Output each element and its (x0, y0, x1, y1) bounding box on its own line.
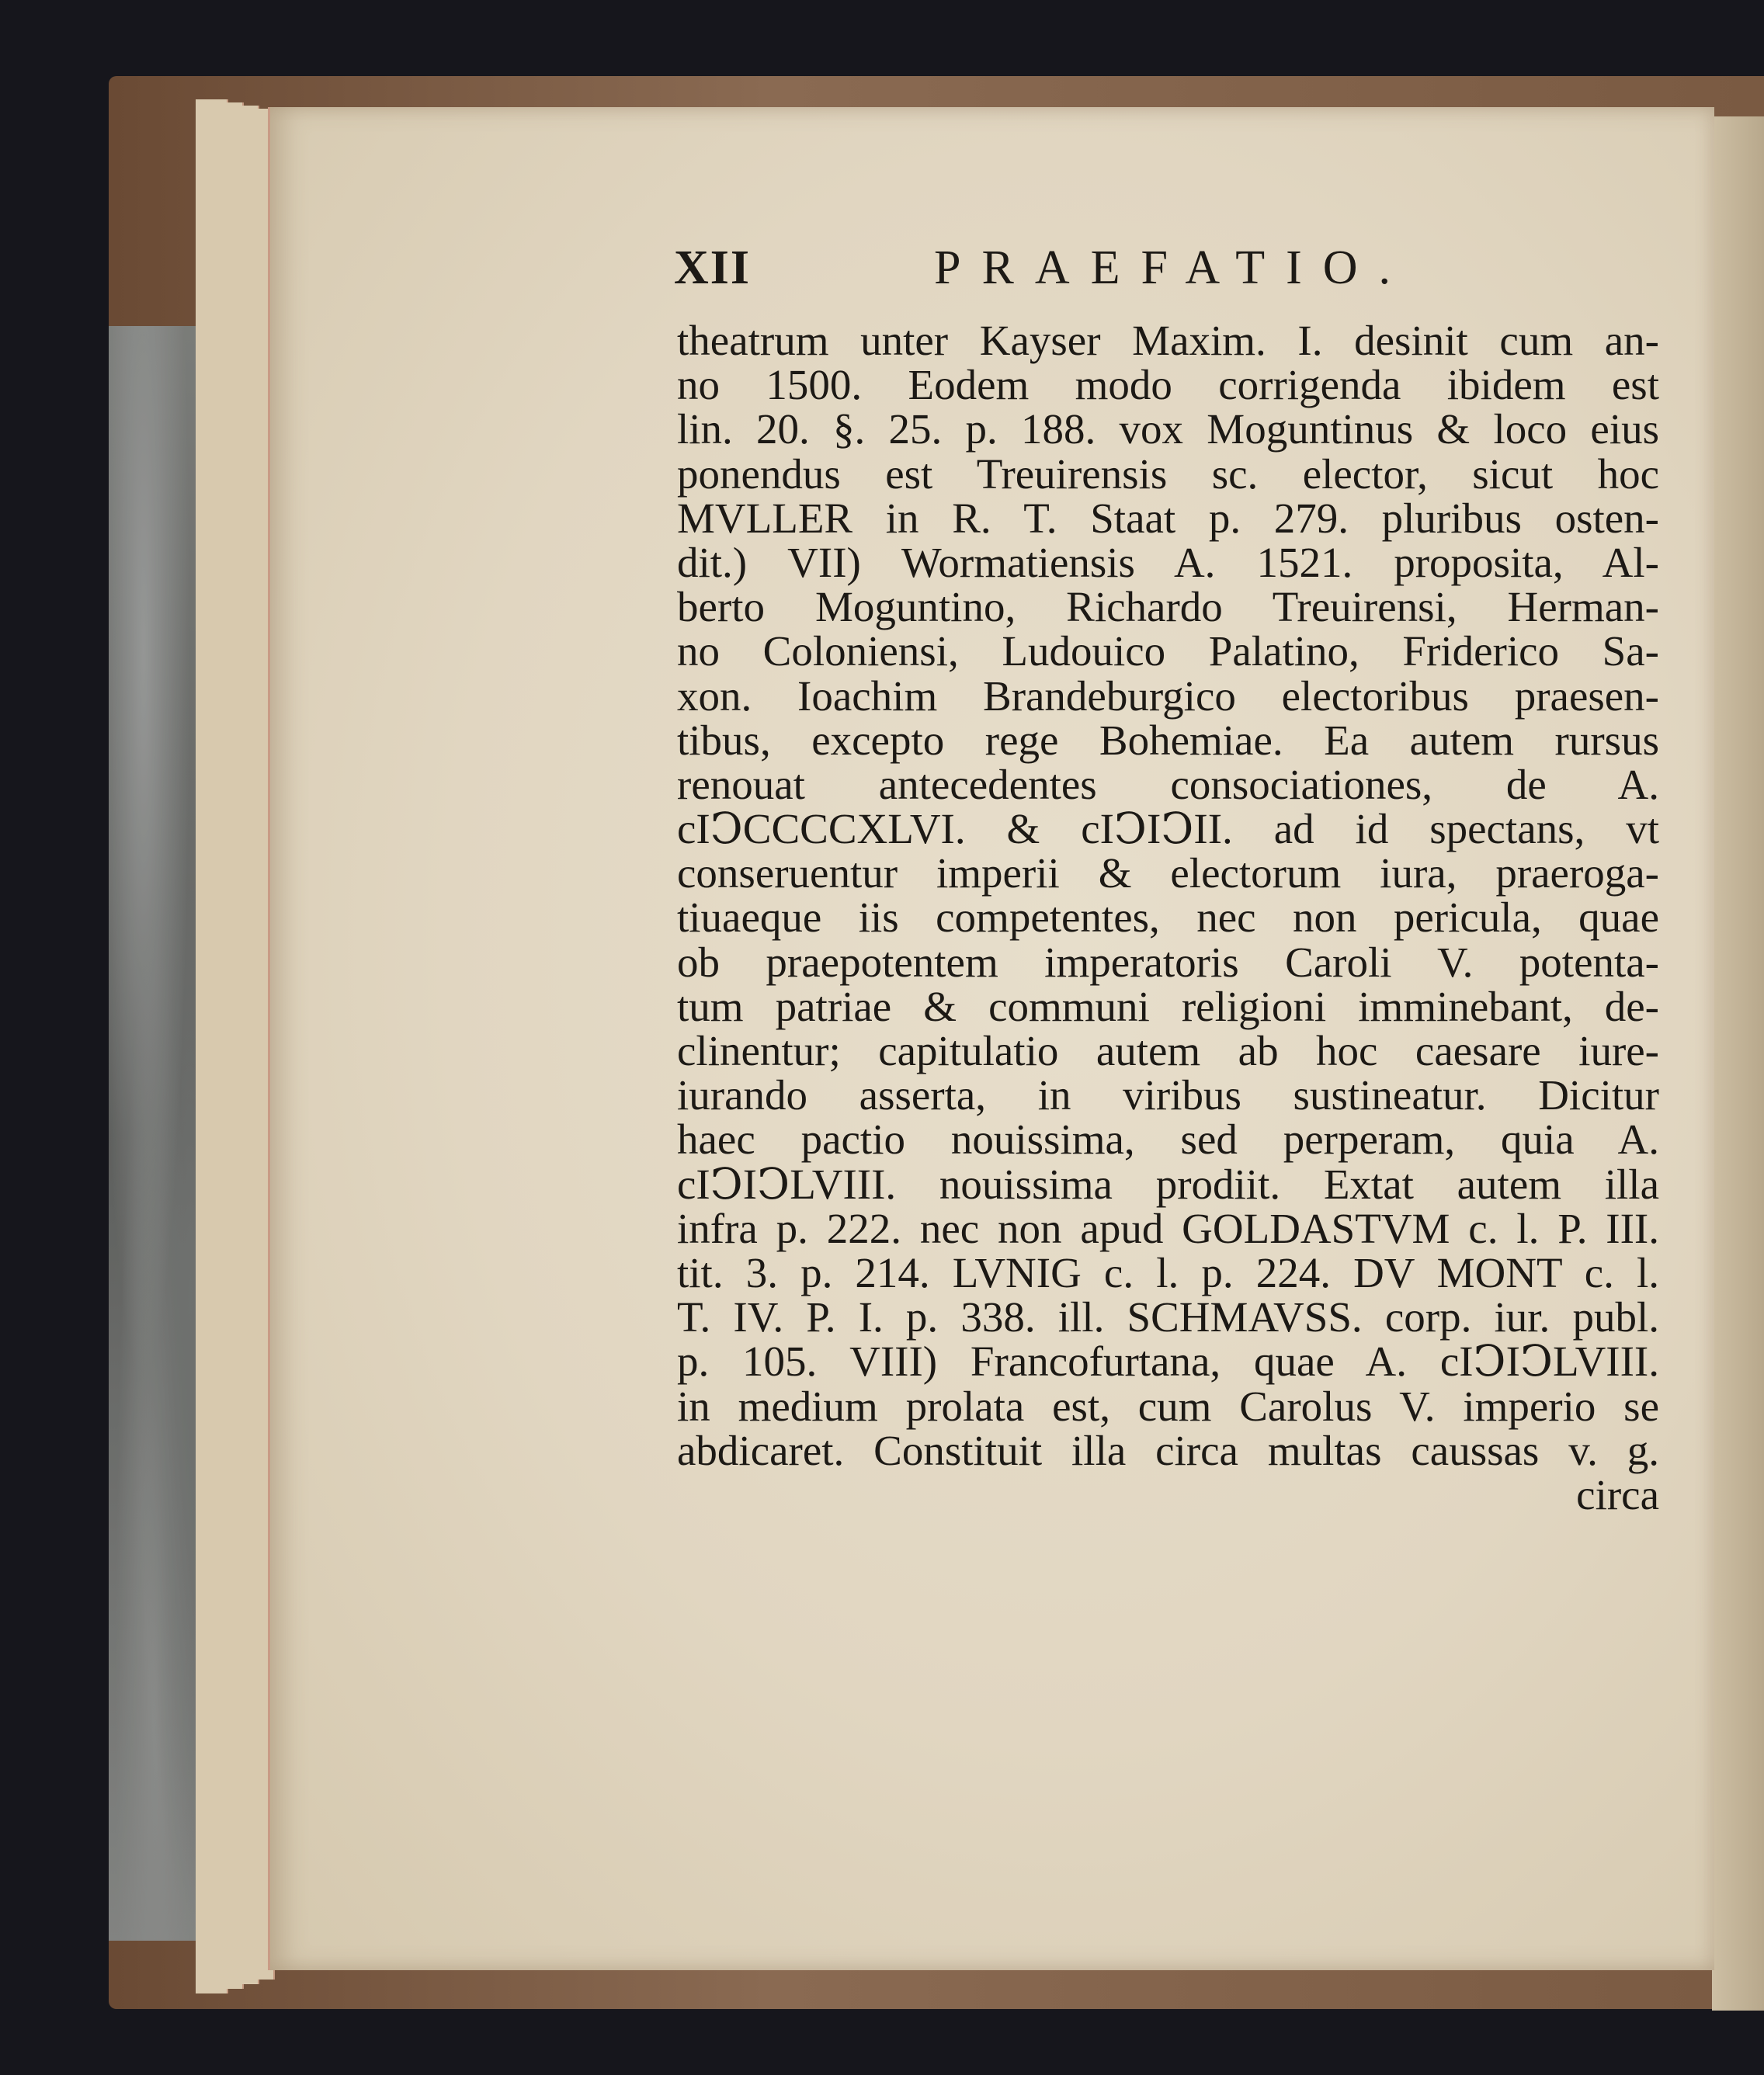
text-line: lin. 20. §. 25. p. 188. vox Moguntinus & loco eius (677, 405, 1659, 453)
text-line: tum patriae & communi religioni imminebant, de- (677, 982, 1659, 1030)
text-line: renouat antecedentes consociationes, de A. (677, 760, 1659, 808)
catchword: circa (1576, 1470, 1659, 1518)
text-line: cIↃIↃLVIII. nouissima prodiit. Extat autem illa (677, 1160, 1659, 1208)
text-line: abdicaret. Constituit illa circa multas caussas v. g. (677, 1426, 1659, 1474)
running-head (674, 241, 1668, 303)
text-line: theatrum unter Kayser Maxim. I. desinit cum an- (677, 317, 1659, 364)
text-line: conseruentur imperii & electorum iura, praeroga- (677, 849, 1659, 897)
text-line: xon. Ioachim Brandeburgico electoribus praesen- (677, 671, 1659, 720)
text-line: p. 105. VIII) Francofurtana, quae A. cIↃIↃLVIII. (677, 1338, 1659, 1386)
text-line: clinentur; capitulatio autem ab hoc caesare iure- (677, 1027, 1659, 1074)
text-line: infra p. 222. nec non apud GOLDASTVM c. l. P. III. (677, 1204, 1659, 1252)
text-line: cIↃCCCCXLVI. & cIↃIↃII. ad id spectans, vt (677, 805, 1659, 853)
text-line: in medium prolata est, cum Carolus V. imperio se (677, 1382, 1659, 1430)
text-line: dit.) VII) Wormatiensis A. 1521. proposita, Al- (677, 538, 1659, 586)
text-line: haec pactio nouissima, sed perperam, quia A. (677, 1116, 1659, 1164)
text-line: MVLLER in R. T. Staat p. 279. pluribus osten- (677, 494, 1659, 542)
book-fore-edge (1712, 116, 1764, 2011)
text-line: berto Moguntino, Richardo Treuirensi, Herman- (677, 583, 1659, 631)
page-heading: PRAEFATIO. (934, 241, 1412, 294)
text-line: ponendus est Treuirensis sc. elector, sicut hoc (677, 449, 1659, 498)
text-line: no 1500. Eodem modo corrigenda ibidem est (677, 361, 1659, 409)
folio-number: XII (674, 241, 752, 294)
body-text (677, 318, 1659, 1517)
text-line: tiuaeque iis competentes, nec non pericula, quae (677, 893, 1659, 942)
text-line: tibus, excepto rege Bohemiae. Ea autem rursus (677, 716, 1659, 764)
text-line: tit. 3. p. 214. LVNIG c. l. p. 224. DV MONT c. l. (677, 1248, 1659, 1296)
text-line: iurando asserta, in viribus sustineatur. Dicitur (677, 1071, 1659, 1119)
text-line: T. IV. P. I. p. 338. ill. SCHMAVSS. corp. iur. publ. (677, 1293, 1659, 1341)
text-line: ob praepotentem imperatoris Caroli V. potenta- (677, 938, 1659, 986)
text-line: no Coloniensi, Ludouico Palatino, Friderico Sa- (677, 627, 1659, 675)
